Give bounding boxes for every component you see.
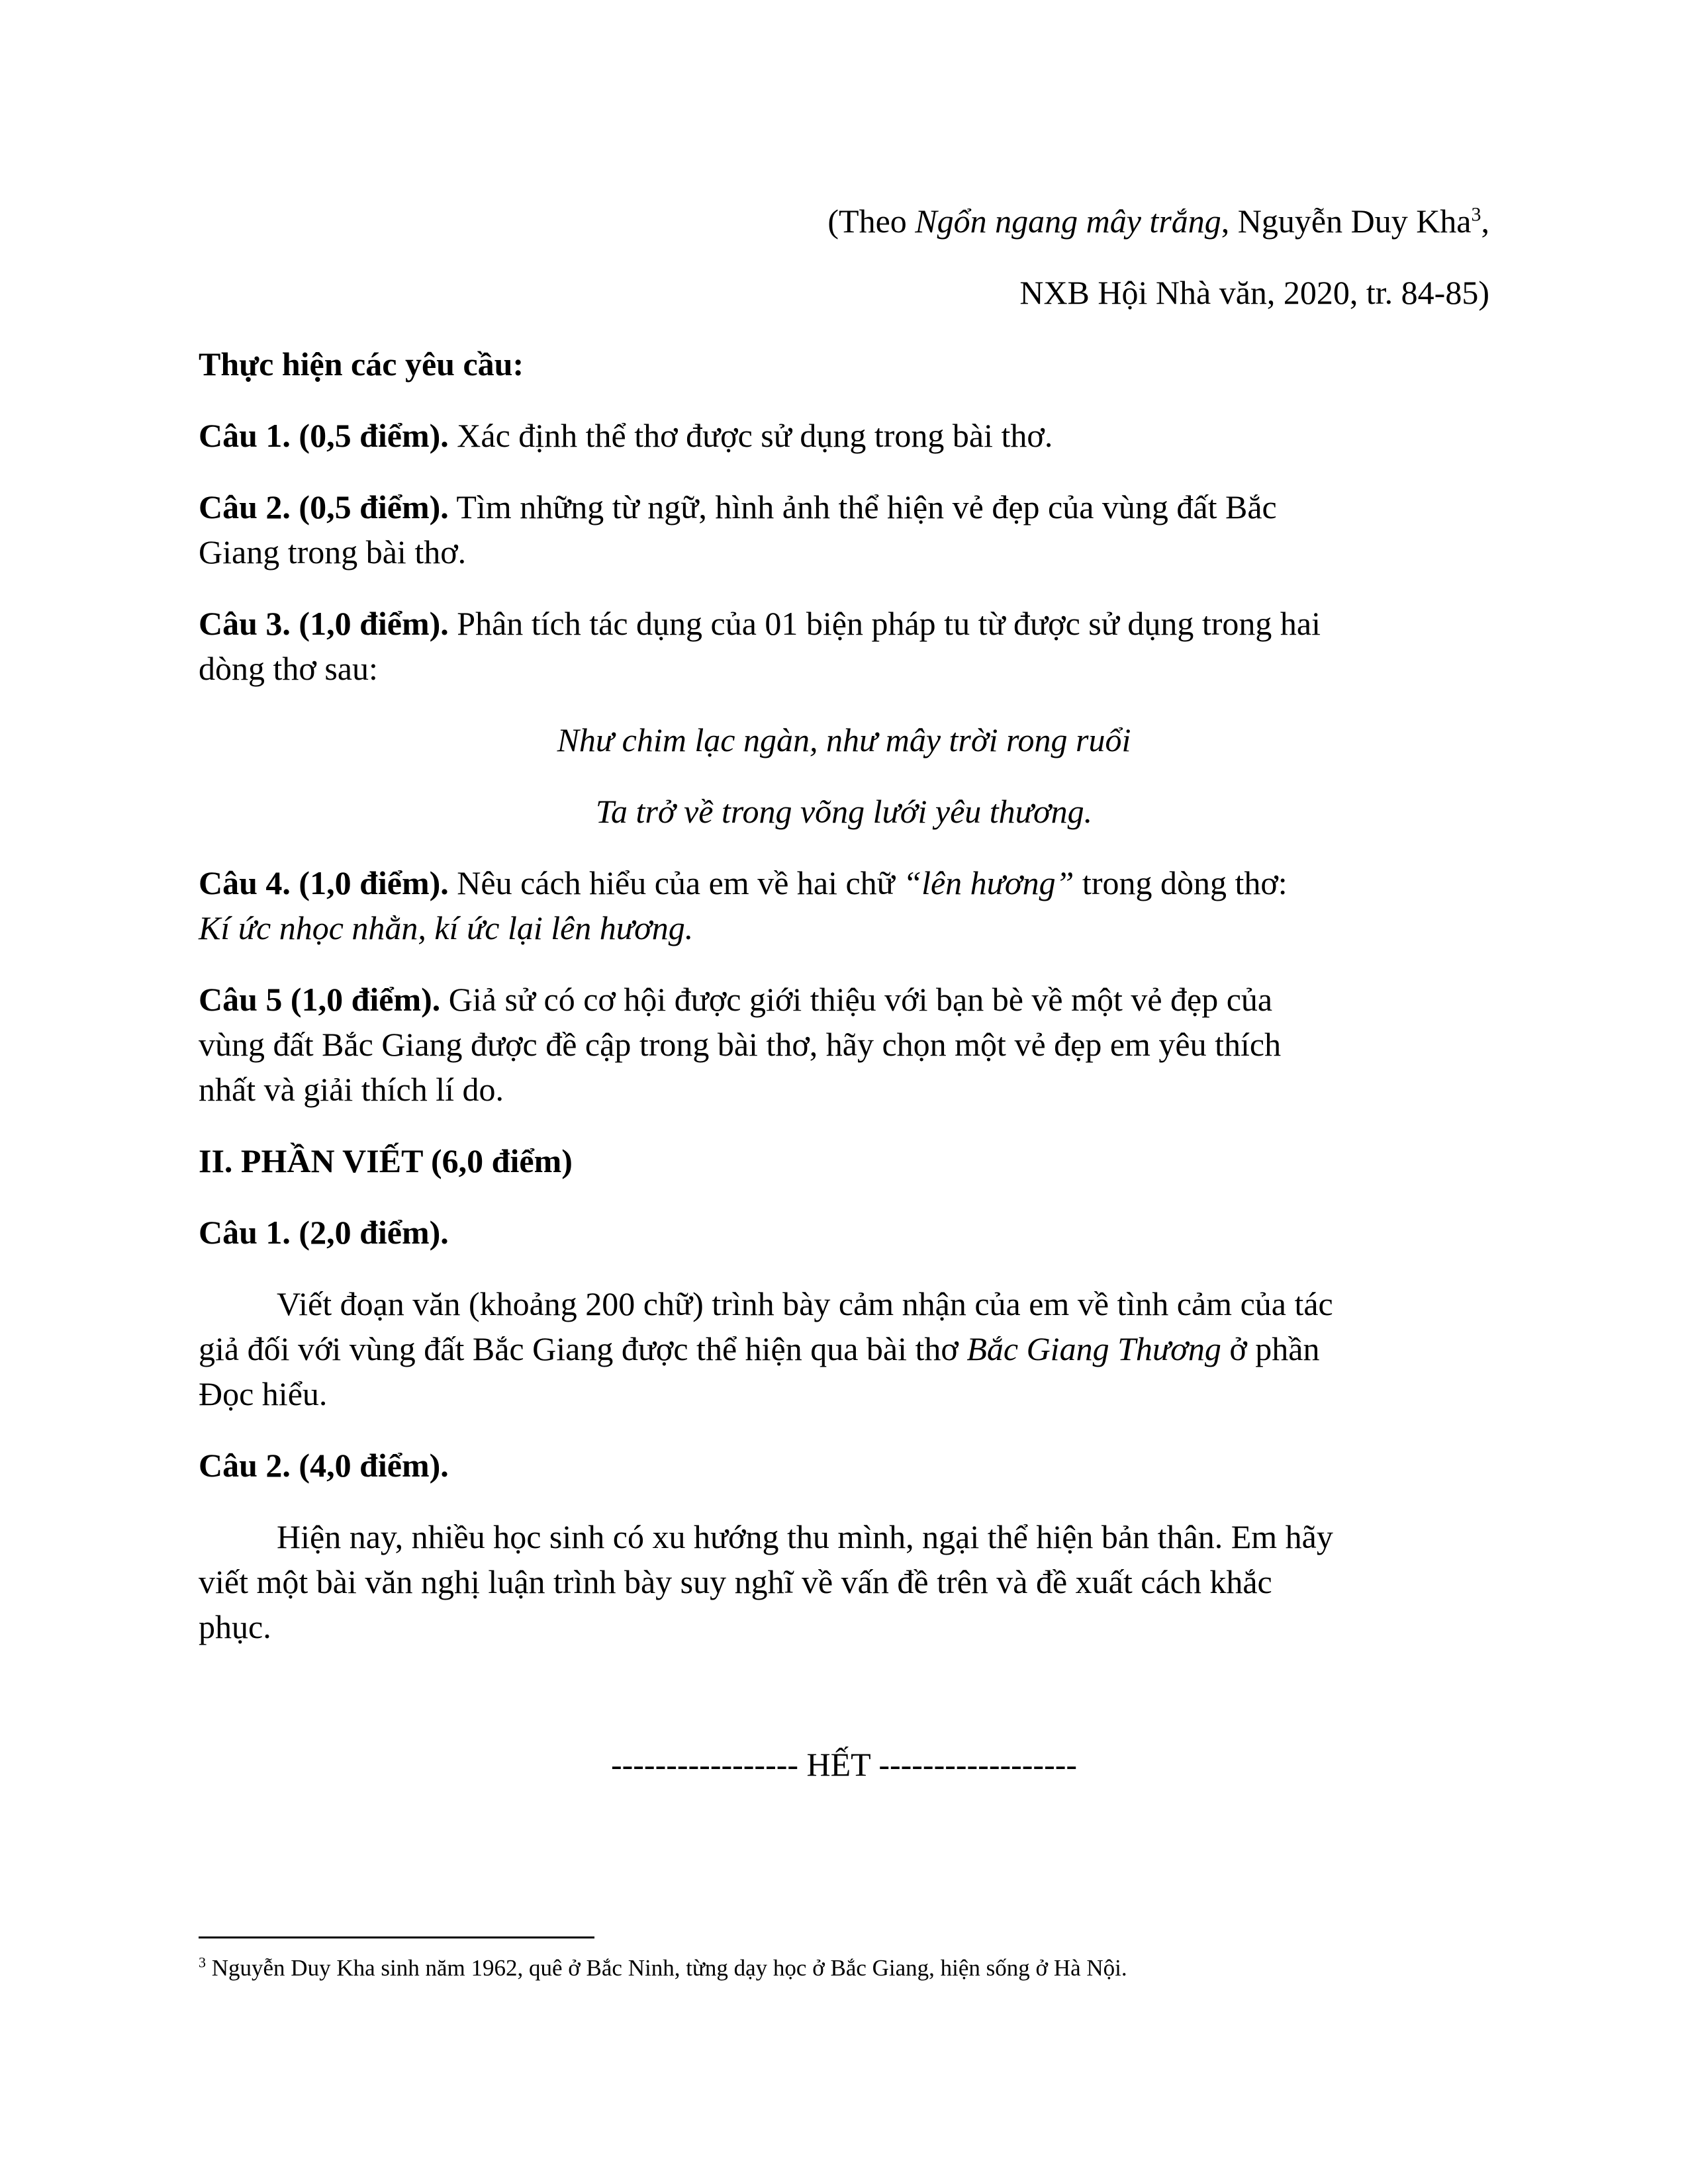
question-2-text: Tìm những từ ngữ, hình ảnh thể hiện vẻ đẹp của vùng đất Bắc: [448, 488, 1277, 525]
question-3-line-2: dòng thơ sau:: [199, 650, 378, 687]
question-5-line-2: vùng đất Bắc Giang được đề cập trong bài thơ, hãy chọn một vẻ đẹp em yêu thích: [199, 1026, 1282, 1063]
writing-question-1-line-1: Viết đoạn văn (khoảng 200 chữ) trình bày cảm nhận của em về tình cảm của tác: [277, 1285, 1333, 1322]
footnote-divider: [199, 1936, 594, 1938]
question-3-text: Phân tích tác dụng của 01 biện pháp tu từ được sử dụng trong hai: [448, 605, 1321, 642]
writing-section-heading: II. PHẦN VIẾT (6,0 điểm): [199, 1142, 573, 1179]
writing-question-2-label: Câu 2. (4,0 điểm).: [199, 1447, 449, 1484]
question-3-label: Câu 3. (1,0 điểm).: [199, 605, 449, 642]
source-prefix: (Theo: [827, 203, 915, 240]
question-1-text: Xác định thể thơ được sử dụng trong bài thơ.: [448, 417, 1053, 454]
writing-question-2-line-2: viết một bài văn nghị luận trình bày suy nghĩ về vấn đề trên và đề xuất cách khắc: [199, 1563, 1272, 1600]
question-5-line-3: nhất và giải thích lí do.: [199, 1071, 504, 1108]
writing-q1-text: giả đối với vùng đất Bắc Giang được thể hiện qua bài thơ: [199, 1330, 967, 1367]
end-marker: ----------------- HẾT ------------------: [610, 1746, 1078, 1783]
poem-title: Bắc Giang Thương: [966, 1330, 1221, 1367]
question-5-line-1: [199, 977, 1489, 1022]
writing-q1-text-end: ở phần: [1221, 1330, 1320, 1367]
question-4-line-2: Kí ức nhọc nhằn, kí ức lại lên hương.: [199, 909, 694, 946]
question-4-text-end: trong dòng thơ:: [1074, 864, 1288, 901]
question-4-label: Câu 4. (1,0 điểm).: [199, 864, 449, 901]
document-page: [199, 0, 1489, 2184]
question-5-text: Giả sử có cơ hội được giới thiệu với bạn bè về một vẻ đẹp của: [440, 981, 1273, 1018]
footnote: [199, 1952, 1489, 1984]
source-book-title: Ngổn ngang mây trắng: [915, 203, 1221, 240]
question-2-label: Câu 2. (0,5 điểm).: [199, 488, 449, 525]
source-line-1: [199, 199, 1489, 244]
writing-question-1-label: Câu 1. (2,0 điểm).: [199, 1214, 449, 1251]
question-2-line-2: Giang trong bài thơ.: [199, 533, 467, 570]
writing-question-2-line-1: Hiện nay, nhiều học sinh có xu hướng thu mình, ngại thể hiện bản thân. Em hãy: [277, 1518, 1333, 1555]
poem-line-1: Như chim lạc ngàn, như mây trời rong ruổi: [557, 721, 1131, 758]
question-3-line-1: [199, 601, 1489, 646]
question-2-line-1: [199, 484, 1489, 529]
footnote-text: Nguyễn Duy Kha sinh năm 1962, quê ở Bắc Ninh, từng dạy học ở Bắc Giang, hiện sống ở Hà Nội.: [206, 1955, 1127, 1981]
question-5-label: Câu 5 (1,0 điểm).: [199, 981, 441, 1018]
question-4-line-1: [199, 860, 1489, 905]
source-comma: ,: [1481, 203, 1489, 240]
writing-question-2-line-3: phục.: [199, 1608, 271, 1645]
requirements-heading: Thực hiện các yêu cầu:: [199, 345, 524, 383]
writing-question-1-line-3: Đọc hiểu.: [199, 1375, 328, 1412]
footnote-number: 3: [199, 1954, 206, 1971]
source-line-2: NXB Hội Nhà văn, 2020, tr. 84-85): [1019, 274, 1489, 311]
footnote-reference: 3: [1471, 203, 1481, 226]
question-1-label: Câu 1. (0,5 điểm).: [199, 417, 449, 454]
source-author: , Nguyễn Duy Kha: [1221, 203, 1472, 240]
writing-question-1-line-2: [199, 1326, 1489, 1371]
question-4-text: Nêu cách hiểu của em về hai chữ: [448, 864, 904, 901]
poem-line-2: Ta trở về trong võng lưới yêu thương.: [595, 793, 1093, 830]
question-4-quote: “lên hương”: [903, 864, 1074, 901]
question-1: [199, 413, 1489, 458]
